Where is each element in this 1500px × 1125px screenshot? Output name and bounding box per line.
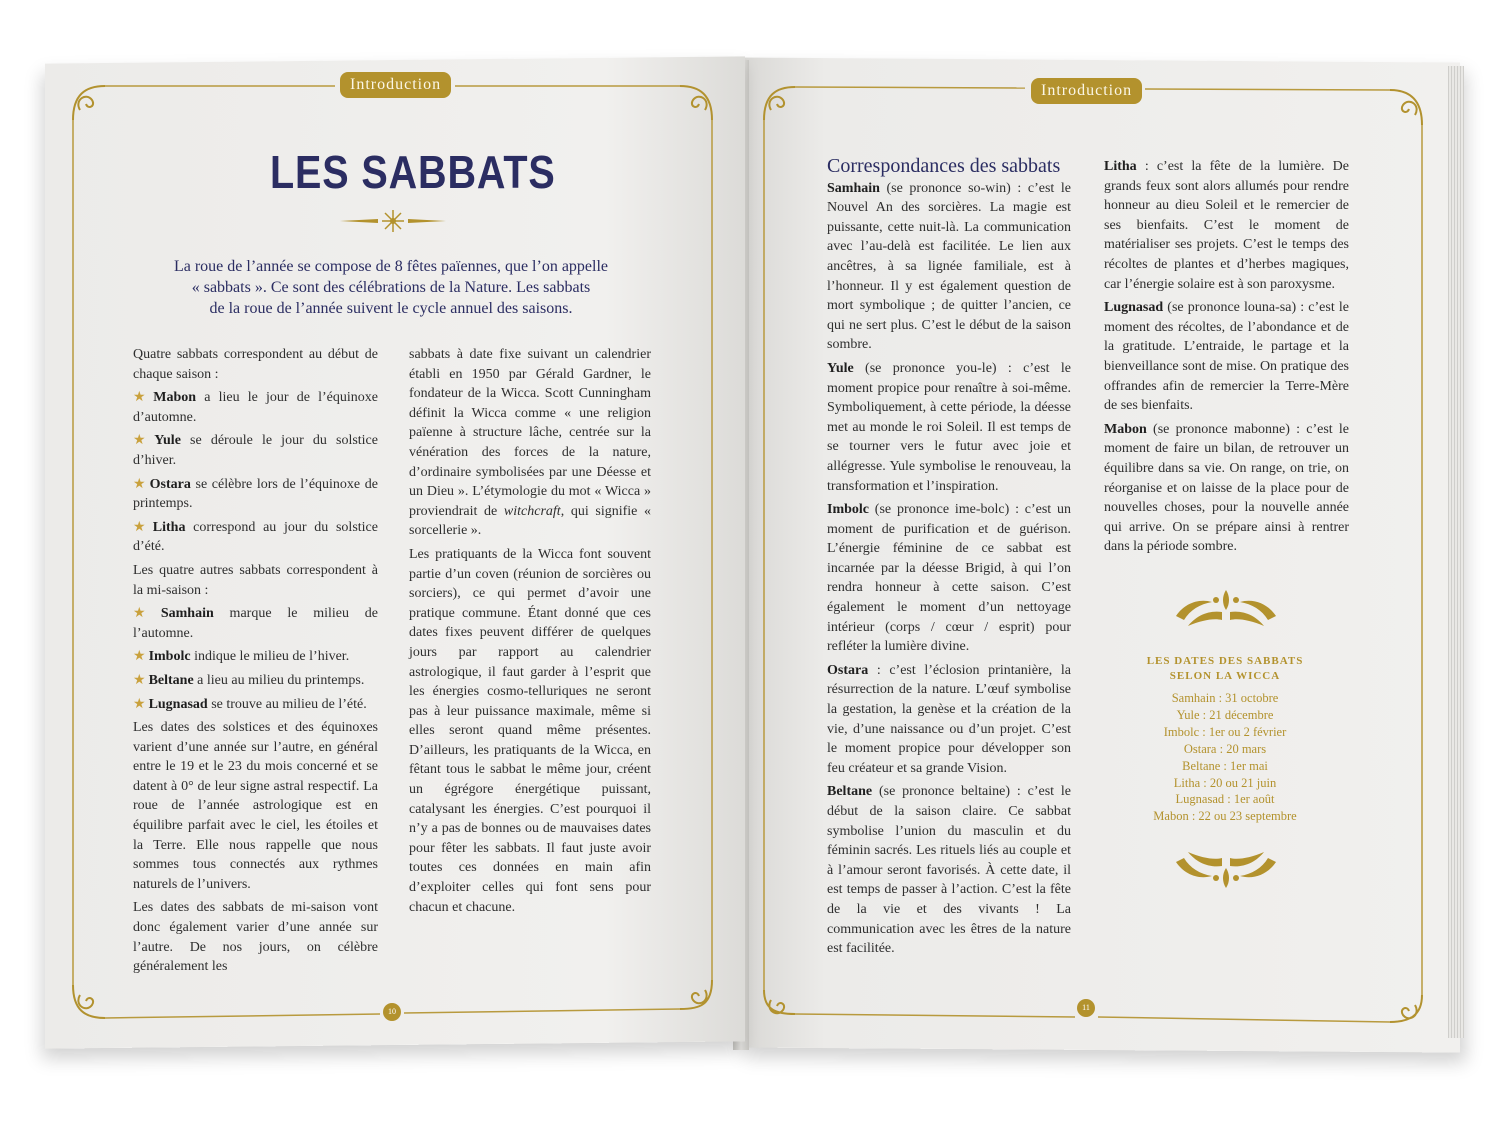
left-column-2 xyxy=(409,345,651,921)
page-title: LES SABBATS xyxy=(270,146,556,198)
date-item: Samhain : 31 octobre xyxy=(1171,691,1279,705)
star-icon: ★ xyxy=(133,476,147,492)
entry: Ostara : c’est l’éclosion printanière, la résurrection de la nature. L’œuf symbolise la gestation, la genèse et la création de la vie, d’une naissance ou d’un projet. C’est le moment propice pour développer son feu créateur et sa grande Vision. xyxy=(827,662,1071,776)
list-item: ★ Lugnasad se trouve au milieu de l’été. xyxy=(133,696,367,712)
list-item: ★ Beltane a lieu au milieu du printemps. xyxy=(133,672,365,688)
page-number-right: 11 xyxy=(1077,999,1095,1017)
flourish-bottom-icon xyxy=(1172,846,1280,892)
date-item: Imbolc : 1er ou 2 février xyxy=(1163,724,1287,739)
flourish-top-icon xyxy=(1172,586,1280,632)
page-number-left: 10 xyxy=(383,1003,401,1021)
date-item: Yule : 21 décembre xyxy=(1176,707,1274,722)
star-icon: ★ xyxy=(133,519,150,535)
date-item: Ostara : 20 mars xyxy=(1183,741,1267,756)
star-icon: ★ xyxy=(133,649,146,665)
section-title: Correspondances des sabbats xyxy=(827,155,1061,177)
star-icon: ★ xyxy=(133,390,151,406)
list-item: ★ Litha correspond au jour du solstice d’été. xyxy=(133,519,378,555)
right-column-1 xyxy=(827,157,1071,963)
intro-line: de la roue de l’année suivent le cycle annuel des saisons. xyxy=(209,300,573,317)
star-icon: ★ xyxy=(133,672,146,688)
list-item: ★ Ostara se célèbre lors de l’équinoxe de printemps. xyxy=(133,476,378,512)
right-column-2 xyxy=(1104,157,1349,561)
dates-box-title xyxy=(1144,654,1306,684)
paragraph: Les quatre autres sabbats correspondent à la mi-saison : xyxy=(133,562,378,598)
date-item: Beltane : 1er mai xyxy=(1182,758,1268,773)
intro-line: « sabbats ». Ce sont des célébrations de la Nature. Les sabbats xyxy=(191,279,591,296)
date-item: Mabon : 22 ou 23 septembre xyxy=(1153,809,1297,824)
star-icon: ★ xyxy=(133,696,146,712)
list-item: ★ Samhain marque le milieu de l’automne. xyxy=(133,606,378,641)
star-icon: ★ xyxy=(133,433,152,449)
dates-box-title-line: SELON LA WICCA xyxy=(1169,670,1281,682)
title-ornament xyxy=(338,208,448,234)
entry: Beltane (se prononce beltaine) : c’est le début de la saison claire. Ce sabbat symbolise l’union du masculin et du féminin sacrés. Les rituels liés au couple et à l’amour seront favorisés. À cette date, il est temps de passer à l’action. C’est la fête de la vie et des vivants ! La communication avec les êtres de la nature est facilitée. xyxy=(827,784,1071,957)
dates-box-title-line: LES DATES DES SABBATS xyxy=(1146,655,1304,667)
list-item: ★ Imbolc indique le milieu de l’hiver. xyxy=(133,649,350,665)
paragraph: sabbats à date fixe suivant un calendrier établi en 1950 par Gérald Gardner, le fondateur de la Wicca. Scott Cunningham définit la Wicca comme « une religion païenne à structure lâche, centrée sur la vénération des forces de la nature, d’ordinaire symbolisées par une Déesse et un Dieu ». L’étymologie du mot « Wicca » proviendrait de witchcraft, qui signifie « sorcellerie ». xyxy=(409,347,651,539)
dates-list xyxy=(1134,690,1316,825)
entry: Litha : c’est la fête de la lumière. De grands feux sont alors allumés pour rendre honneur au dieu Soleil et le remercier de ses bienfaits. C’est le moment de matérialiser ses projets. C’est le temps des récoltes de plantes et d’herbes magiques, car l’énergie solaire est à son paroxysme. xyxy=(1104,159,1349,292)
paragraph: Les pratiquants de la Wicca font souvent partie d’un coven (réunion de sorcières ou sorciers), ce qui permet d’avoir une pratique commune. Étant donné que ces dates fixes peuvent différer de quelques jours par rapport au calendrier astrologique, il faut garder à l’esprit que les énergies cosmo-telluriques ne seront pas à leur puissance maximale, même si elles seront quand même présentes. D’ailleurs, les pratiquants de la Wicca, en fêtant tous le sabbat le même jour, créent un égrégore énergétique puissant, catalysant les énergies. C’est pourquoi il n’y a pas de bonnes ou de mauvaises dates pour fêter les sabbats. Il faut juste avoir toutes ces données en main afin d’exploiter celles qui font sens pour chacun et chacune. xyxy=(409,546,651,915)
entry: Yule (se prononce you-le) : c’est le moment propice pour renaître à soi-même. Symboliquement, à cette période, la déesse met au monde le roi Soleil. Il est temps de se tourner vers le futur avec joie et allégresse. Yule symbolise le renouveau, la transformation et l’inspiration. xyxy=(827,360,1071,494)
star-icon: ★ xyxy=(133,606,158,622)
date-item: Lugnasad : 1er août xyxy=(1175,792,1275,807)
entry: Lugnasad (se prononce louna-sa) : c’est le moment des récoltes, de l’abondance et de la gratitude. L’entraide, le partage et la bienveillance sont de mise. On pratique des offrandes afin de remercier la Terre-Mère de ses bienfaits. xyxy=(1104,300,1349,414)
paragraph: Les dates des solstices et des équinoxes varient d’une année sur l’autre, en général entre le 19 et le 23 du mois concerné et se datent à 0° de leur signe astral respectif. La roue de l’année astrologique est en équilibre parfait avec le ciel, les étoiles et la Terre. Elle nous rappelle que nous sommes tous connectés aux rythmes naturels de l’univers. xyxy=(133,720,378,892)
paragraph: Quatre sabbats correspondent au début de chaque saison : xyxy=(133,347,378,382)
right-chapter-tab: Introduction xyxy=(1031,78,1142,104)
list-item: ★ Yule se déroule le jour du solstice d’hiver. xyxy=(133,433,378,468)
entry: Samhain (se prononce so-win) : c’est le Nouvel An des sorcières. La magie est puissante, cette nuit-là. La communication avec l’au-delà est facilitée. Le lien aux ancêtres, à sa lignée familiale, est à l’honneur. Il y est également question de mort symbolique ; de quitter l’ancien, ce qui ne sert plus. C’est le début de la saison sombre. xyxy=(827,180,1071,353)
left-chapter-tab: Introduction xyxy=(340,72,451,98)
paragraph: Les dates des sabbats de mi-saison vont donc également varier d’une année sur l’autre. De nos jours, on célèbre généralement les xyxy=(133,900,378,975)
entry: Mabon (se prononce mabonne) : c’est le moment de faire un bilan, de retrouver un équilibre dans sa vie. On range, on trie, on réorganise et on laisse de la place pour de nouvelles choses, pour la nouvelle année qui arrive. On se prépare ainsi à rentrer dans la période sombre. xyxy=(1104,421,1349,555)
entry: Imbolc (se prononce ime-bolc) : c’est un moment de purification et de guérison. L’énergie féminine de ce sabbat est incarnée par la déesse Brigid, à qui l’on rendra honneur à cette saison. C’est également le moment d’un nettoyage intérieur (corps / cœur / esprit) pour refléter la lumière divine. xyxy=(827,502,1071,655)
left-column-1 xyxy=(133,345,378,981)
intro-paragraph xyxy=(160,256,622,319)
intro-line: La roue de l’année se compose de 8 fêtes païennes, que l’on appelle xyxy=(173,258,609,275)
list-item: ★ Mabon a lieu le jour de l’équinoxe d’automne. xyxy=(133,390,378,425)
date-item: Litha : 20 ou 21 juin xyxy=(1173,775,1277,790)
